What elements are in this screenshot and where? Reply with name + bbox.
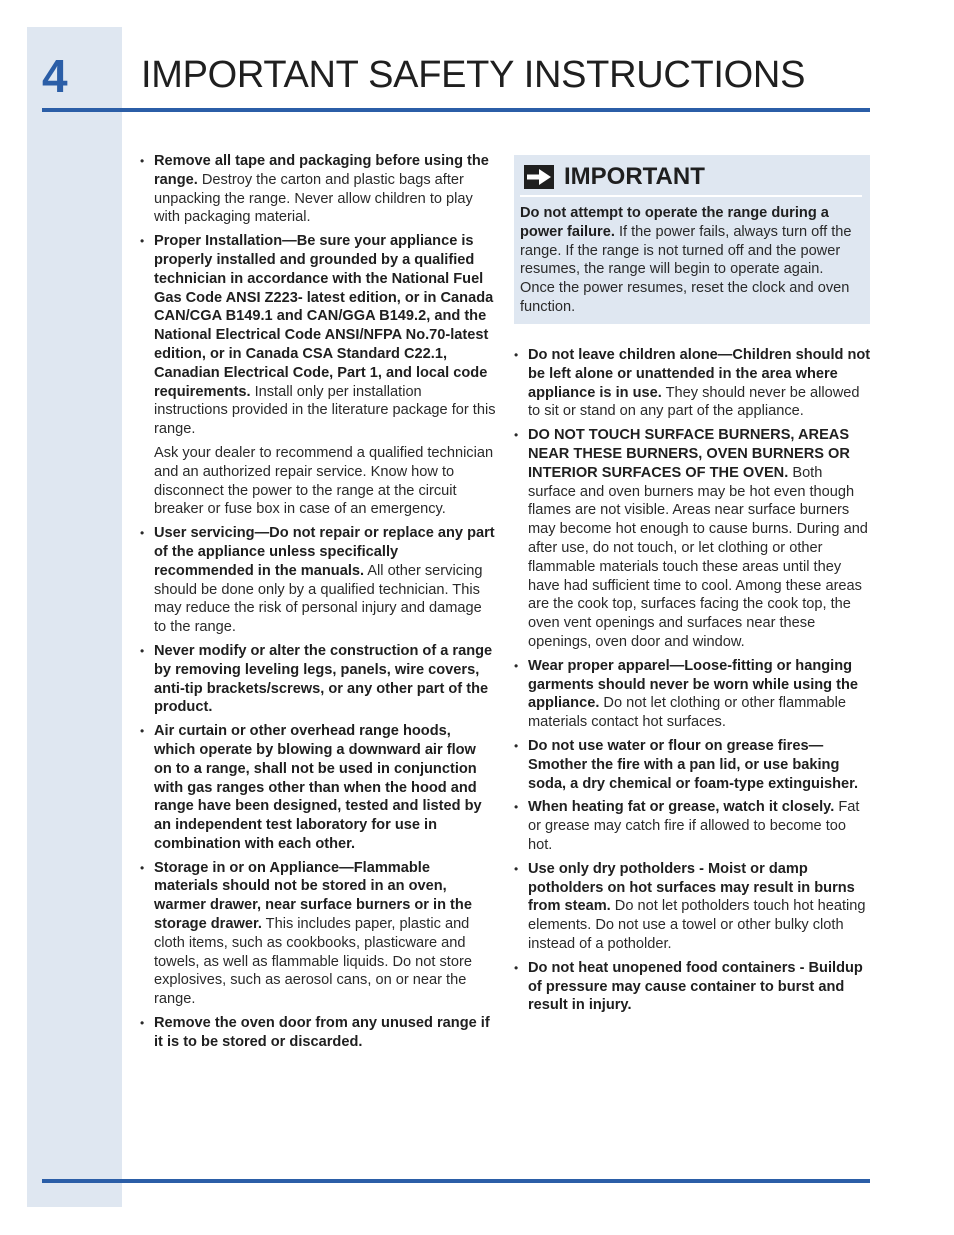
item-bold-text: Storage in or on Appliance—Flammable materials should not be stored in an oven, warmer drawer, near surface burners or in the storage drawer. <box>154 859 472 933</box>
bullet: • <box>514 428 519 443</box>
left-column-list <box>140 152 496 1057</box>
bullet: • <box>514 738 519 753</box>
item-bold-text: DO NOT TOUCH SURFACE BURNERS, AREAS NEAR THESE BURNERS, OVEN BURNERS OR INTERIOR SURFACES OF THE OVEN. <box>528 427 850 481</box>
item-bold-text: Remove the oven door from any unused range if it is to be stored or discarded. <box>154 1015 490 1050</box>
bullet: • <box>140 234 145 249</box>
page-title: IMPORTANT SAFETY INSTRUCTIONS <box>141 54 806 96</box>
item-extra-paragraph: Ask your dealer to recommend a qualified technician and an authorized repair service. Know how to disconnect the power to the range at the circuit breaker or fuse box in case of an emergency. <box>154 444 494 518</box>
list-item <box>514 737 872 793</box>
sidebar-band <box>27 27 122 1207</box>
item-text: This includes paper, plastic and cloth items, such as cookbooks, plasticware and towels, as well as flammable liquids. Do not store explosives, such as aerosol cans, on or near the range. <box>154 916 472 1008</box>
item-text: All other servicing should be done only by a qualified technician. This may reduce the risk of personal injury and damage to the range. <box>154 562 483 636</box>
item-bold-text: When heating fat or grease, watch it closely. <box>528 799 835 816</box>
item-bold-text: Remove all tape and packaging before using the range. <box>154 153 489 188</box>
list-item <box>140 152 496 227</box>
page-number: 4 <box>42 50 68 102</box>
item-bold-text: Air curtain or other overhead range hoods, which operate by blowing a downward air flow on to a range, shall not be used in conjunction with gas ranges other than when the hood and range have been designed, tested and listed by an independent test laboratory for use in combination with each other. <box>154 723 482 852</box>
bullet: • <box>514 861 519 876</box>
list-item <box>140 859 496 1009</box>
list-item <box>514 959 872 1015</box>
important-bold-text: Do not attempt to operate the range during a power failure. <box>520 205 829 240</box>
arrow-right-icon <box>524 165 554 189</box>
item-text: Destroy the carton and plastic bags after unpacking the range. Never allow children to play with packaging material. <box>154 171 473 226</box>
list-item <box>140 722 496 854</box>
list-item <box>514 860 872 954</box>
important-heading: IMPORTANT <box>564 163 705 190</box>
list-item <box>514 657 872 732</box>
bullet: • <box>140 724 145 739</box>
bullet: • <box>140 154 145 168</box>
list-item <box>514 798 872 854</box>
bullet: • <box>140 643 145 658</box>
bullet: • <box>514 960 519 975</box>
header-rule <box>42 108 870 112</box>
item-bold-text: Proper Installation—Be sure your appliance is properly installed and grounded by a qualified technician in accordance with the National Fuel Gas Code ANSI Z223- latest edition, or in Canada CAN/CGA B149.1 and CAN/GGA B149.2, and the National Electrical Code ANSI/NFPA No.70-latest edition, or in Canada CSA Standard C22.1, Canadian Electrical Code, Part 1, and local code requirements. <box>154 233 494 400</box>
item-text: Install only per installation instructions provided in the literature package for this range. <box>154 383 496 438</box>
important-divider <box>520 195 862 197</box>
item-text: Both surface and oven burners may be hot even though flames are not visible. Areas near surface burners may become hot enough to cause burns. During and after use, do not touch, or let clothing or other flammable materials touch these areas until they have had sufficient time to cool. Among these areas are the cook top, surfaces facing the cook top, the oven vent openings and surfaces near these openings, oven door and window. <box>528 464 868 650</box>
bullet: • <box>140 860 145 875</box>
item-bold-text: Wear proper apparel—Loose-fitting or hanging garments should never be worn while using the appliance. <box>528 657 859 712</box>
list-item <box>140 524 496 637</box>
item-bold-text: Do not heat unopened food containers - Buildup of pressure may cause container to burst and result in injury. <box>528 959 863 1014</box>
footer-rule <box>42 1179 870 1183</box>
right-column-list <box>514 346 872 1020</box>
item-bold-text: Never modify or alter the construction of a range by removing leveling legs, panels, wire covers, anti-tip brackets/screws, or any other part of the product. <box>154 642 493 716</box>
item-bold-text: Use only dry potholders - Moist or damp potholders on hot surfaces may result in burns from steam. <box>528 860 855 915</box>
list-item <box>140 642 496 717</box>
important-text <box>520 204 860 317</box>
list-item <box>140 232 496 519</box>
important-body-text: If the power fails, always turn off the range. If the range is not turned off and the power resumes, the range will begin to operate again. Once the power resumes, reset the clock and oven function. <box>520 223 852 315</box>
bullet: • <box>140 526 145 541</box>
item-text: Do not let clothing or other flammable materials contact hot surfaces. <box>528 695 846 731</box>
item-text: Do not let potholders touch hot heating elements. Do not use a towel or other bulky cloth instead of a potholder. <box>528 898 866 952</box>
list-item <box>514 346 872 421</box>
list-item <box>514 426 872 652</box>
item-text: They should never be allowed to sit or stand on any part of the appliance. <box>528 384 860 420</box>
item-text: Fat or grease may catch fire if allowed to become too hot. <box>528 799 860 853</box>
list-item <box>140 1014 496 1052</box>
bullet: • <box>514 658 519 673</box>
item-bold-text: Do not leave children alone—Children should not be left alone or unattended in the area where appliance is in use. <box>528 347 871 401</box>
important-notice-box <box>514 155 870 324</box>
bullet: • <box>140 1016 145 1031</box>
bullet: • <box>514 348 519 362</box>
item-bold-text: Do not use water or flour on grease fires—Smother the fire with a pan lid, or use baking soda, a dry chemical or foam-type extinguisher. <box>528 737 859 792</box>
item-bold-text: User servicing—Do not repair or replace any part of the appliance unless specifically recommended in the manuals. <box>154 525 495 579</box>
bullet: • <box>514 800 519 815</box>
